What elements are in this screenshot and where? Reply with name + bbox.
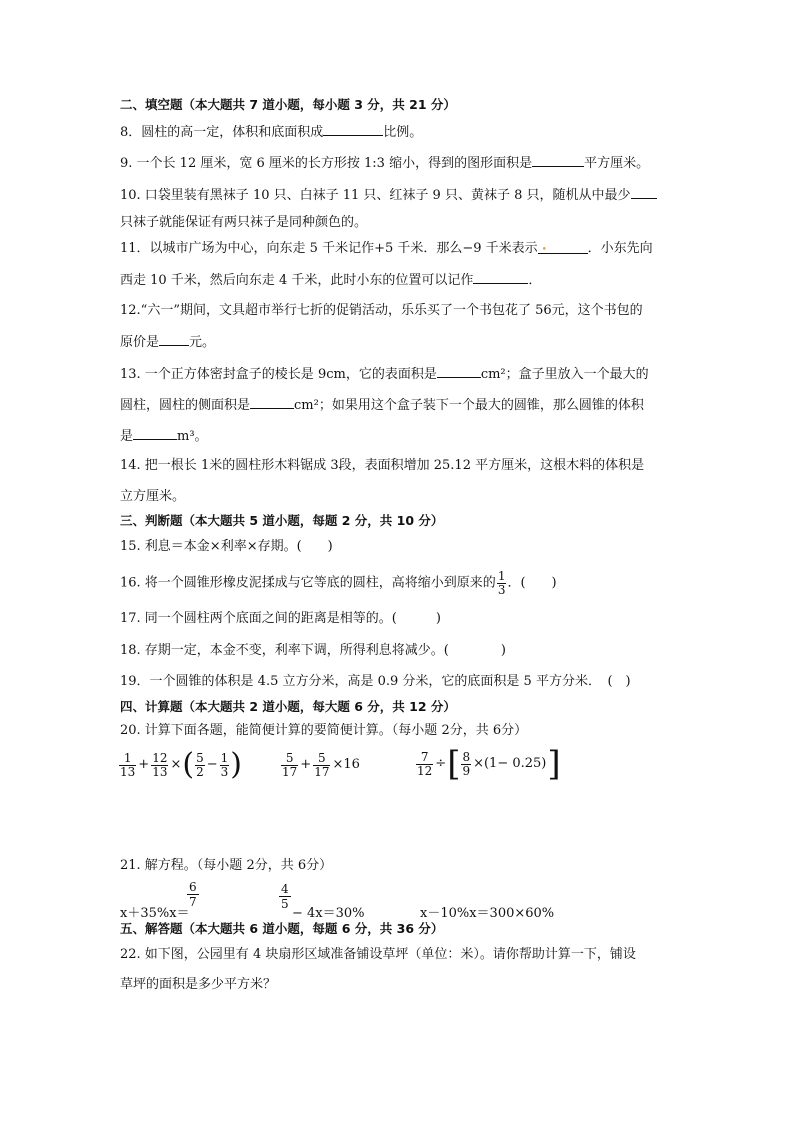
left-paren: (	[182, 747, 195, 782]
answer-blank[interactable]	[159, 332, 189, 346]
left-bracket: [	[447, 744, 461, 784]
question-18: 18. 存期一定，本金不变，利率下调，所得利息将减少。( )	[120, 643, 506, 658]
fraction: $\frac{5}{17}$	[282, 750, 298, 779]
fraction: 6 7	[189, 880, 197, 909]
question-22: 22. 如下图，公园里有 4 块扇形区域准备铺设草坪（单位：米）。请你帮助计算一下，铺设	[120, 947, 636, 962]
question-13	[120, 364, 649, 384]
q13-text-f: m³。	[177, 429, 208, 444]
q16-text: 16. 将一个圆锥形橡皮泥揉成与它等底的圆柱，高将缩小到原来的	[120, 575, 496, 591]
fraction: $\frac{1}{13}$	[120, 750, 136, 779]
fraction: $\frac{7}{12}$	[417, 749, 433, 778]
answer-blank[interactable]	[532, 153, 584, 167]
question-12-cont	[120, 332, 215, 352]
expression-3: $\frac{7}{12}$ ÷[ $\frac{8}{9}$ ×(1− 0.25)]	[417, 744, 561, 784]
expression-1: $\frac{1}{13}$ + $\frac{12}{13}$ ×( $\frac{5}{2}$ − $\frac{1}{3}$ )	[120, 747, 242, 782]
question-19: 19．一个圆锥的体积是 4.5 立方分米，高是 0.9 分米，它的底面积是 5 平方分米． ( )	[120, 674, 631, 689]
answer-blank[interactable]	[473, 270, 528, 284]
fraction: $\frac{5}{2}$	[196, 750, 204, 779]
equation-1: x＋35%x＝	[120, 906, 190, 921]
q8-text-end: 比例。	[383, 125, 423, 140]
question-12: 12.“六一”期间，文具超市举行七折的促销活动，乐乐买了一个书包花了 56元，这个书包的	[120, 303, 643, 318]
fraction: $\frac{12}{13}$	[152, 750, 168, 779]
q13-text-e: 是	[120, 429, 134, 444]
answer-blank[interactable]	[250, 395, 294, 409]
question-21: 21. 解方程。（每小题 2分，共 6分）	[120, 858, 333, 873]
answer-blank[interactable]: •	[538, 240, 588, 254]
fraction: $\frac{1}{3}$	[220, 750, 229, 779]
q11-text: 11．以城市广场为中心，向东走 5 千米记作+5 千米．那么−9 千米表示	[120, 241, 538, 256]
section-4-title: 四、计算题（本大题共 2 道小题，每大题 6 分，共 12 分）	[120, 699, 456, 714]
question-13-cont	[120, 395, 644, 415]
q12-text-end: 元。	[189, 335, 216, 350]
expression-2: $\frac{5}{17}$ + $\frac{5}{17}$ ×16	[282, 750, 360, 779]
section-2-title: 二、填空题（本大题共 7 道小题，每小题 3 分，共 21 分）	[120, 97, 456, 112]
answer-blank[interactable]	[631, 185, 657, 199]
fraction: $\frac{1}{3}$	[497, 569, 506, 597]
q13-text: 13. 一个正方体密封盒子的棱长是 9cm，它的表面积是	[120, 367, 437, 382]
q9-text: 9. 一个长 12 厘米，宽 6 厘米的长方形按 1:3 缩小，得到的图形面积是	[120, 156, 533, 171]
question-11-cont	[120, 270, 541, 290]
question-17: 17. 同一个圆柱两个底面之间的距离是相等的。( )	[120, 611, 441, 626]
question-10-cont: 只袜子就能保证有两只袜子是同种颜色的。	[120, 215, 368, 230]
answer-blank[interactable]	[323, 122, 383, 136]
question-8	[120, 122, 422, 142]
q11-text-2: 西走 10 千米，然后向东走 4 千米，此时小东的位置可以记作	[120, 273, 474, 288]
fraction: $\frac{5}{17}$	[314, 750, 330, 779]
equation-3: x－10%x＝300×60%	[420, 906, 555, 921]
question-10	[120, 185, 657, 205]
q11-text-end: ．	[528, 273, 542, 288]
q12-text-2: 原价是	[120, 335, 160, 350]
q10-text: 10. 口袋里装有黑袜子 10 只、白袜子 11 只、红袜子 9 只、黄袜子 8 只，随机从中最少	[120, 188, 631, 203]
question-13-cont-2	[120, 426, 208, 446]
right-paren: )	[230, 747, 242, 782]
section-3-title: 三、判断题（本大题共 5 道小题，每题 2 分，共 10 分）	[120, 513, 444, 528]
fraction: $\frac{8}{9}$	[462, 749, 471, 778]
question-22-cont: 草坪的面积是多少平方米？	[120, 977, 277, 992]
q13-text-b: cm²；盒子里放入一个最大的	[480, 367, 649, 382]
question-15: 15. 利息＝本金×利率×存期。( )	[120, 539, 333, 554]
question-14-cont: 立方厘米。	[120, 489, 186, 504]
q8-text: 8．圆柱的高一定，体积和底面积成	[120, 125, 324, 140]
answer-blank[interactable]	[437, 364, 481, 378]
fraction: 4 5	[281, 882, 289, 911]
question-9	[120, 153, 649, 173]
question-14: 14. 把一根长 1米的圆柱形木料锯成 3段，表面积增加 25.12 平方厘米，这根木料的体积是	[120, 458, 645, 473]
question-16	[120, 570, 557, 597]
q13-text-c: 圆柱，圆柱的侧面积是	[120, 398, 251, 413]
right-bracket: ]	[547, 744, 561, 784]
equation-2: − 4x＝30%	[292, 906, 365, 921]
question-20: 20. 计算下面各题，能简便计算的要简便计算。（每小题 2分，共 6分）	[120, 723, 528, 738]
q9-text-end: 平方厘米。	[584, 156, 650, 171]
q16-text-end: ．( )	[507, 575, 557, 591]
q13-text-d: cm²；如果用这个盒子装下一个最大的圆锥，那么圆锥的体积	[294, 398, 644, 413]
q11-text-mid: ．小东先向	[587, 241, 653, 256]
section-5-title: 五、解答题（本大题共 6 道小题，每题 6 分，共 36 分）	[120, 921, 444, 936]
question-11	[120, 240, 653, 258]
answer-blank[interactable]	[133, 426, 177, 440]
